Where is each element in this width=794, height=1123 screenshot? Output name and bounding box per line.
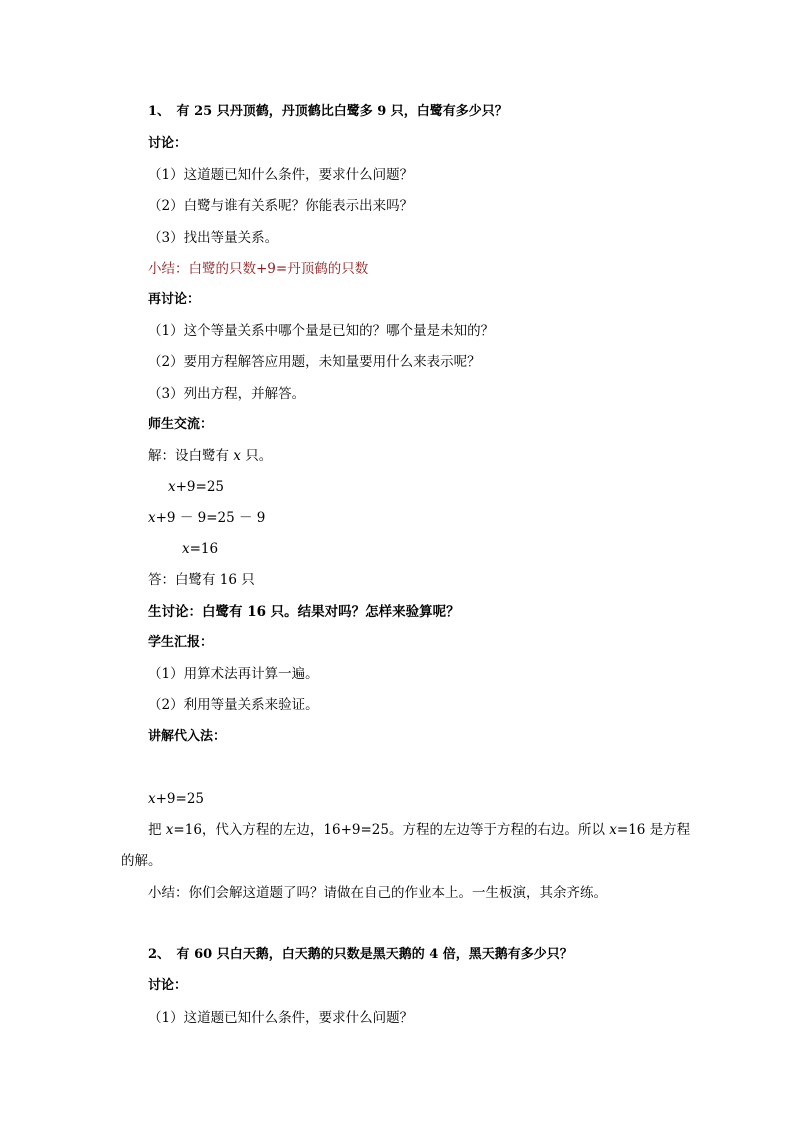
- check-p1-b: =16，代入方程的左边，16+9=25。方程的左边等于方程的右边。所以: [173, 822, 610, 838]
- question-2-discuss-item-1: （1）这道题已知什么条件，要求什么问题？: [148, 1010, 414, 1026]
- rediscuss-label: 再讨论：: [148, 292, 201, 307]
- discuss-item-3: （3）找出等量关系。: [148, 230, 279, 246]
- report-label: 学生汇报：: [148, 635, 214, 650]
- question-1-title: 1、 有 25 只丹顶鹤，丹顶鹤比白鹭多 9 只，白鹭有多少只？: [148, 104, 508, 119]
- rediscuss-item-1: （1）这个等量关系中哪个量是已知的？哪个量是未知的？: [148, 323, 495, 339]
- final-summary: 小结：你们会解这道题了吗？请做在自己的作业本上。一生板演，其余齐练。: [148, 885, 607, 901]
- equation-3-rest: =16: [189, 541, 219, 557]
- check-equation: [148, 791, 204, 807]
- rediscuss-item-2: （2）要用方程解答应用题，未知量要用什么来表示呢？: [148, 354, 481, 370]
- equation-1-rest: +9=25: [175, 479, 225, 495]
- discuss-label: 讨论：: [148, 136, 188, 151]
- substitution-label: 讲解代入法：: [148, 729, 227, 744]
- student-discuss-text: 生讨论：白鹭有 16 只。结果对吗？怎样来验算呢？: [148, 604, 460, 620]
- discuss-item-2: （2）白鹭与谁有关系呢？你能表示出来吗？: [148, 198, 414, 214]
- rediscuss-item-3: （3）列出方程，并解答。: [148, 386, 306, 402]
- student-discuss-line: [148, 604, 460, 620]
- equation-2-rest: +9 － 9=25 － 9: [155, 510, 266, 526]
- check-equation-rest: +9=25: [155, 791, 205, 807]
- report-item-1: （1）用算术法再计算一遍。: [148, 666, 319, 682]
- question-2-discuss-label: 讨论：: [148, 978, 188, 993]
- discuss-item-1: （1）这道题已知什么条件，要求什么问题？: [148, 167, 414, 183]
- equation-3-variable: x: [182, 541, 190, 557]
- summary-red: 小结：白鹭的只数+9=丹顶鹤的只数: [148, 261, 369, 277]
- solution-setup: [148, 448, 272, 464]
- answer-line: 答：白鹭有 16 只: [148, 572, 255, 588]
- check-equation-variable: x: [148, 791, 156, 807]
- check-p1-variable: x: [165, 822, 174, 838]
- check-paragraph-line-1: [148, 822, 690, 838]
- equation-1-variable: x: [168, 479, 176, 495]
- equation-step-3: [182, 541, 218, 557]
- equation-step-2: [148, 510, 265, 526]
- check-p1-a: 把: [148, 822, 166, 838]
- check-p1-variable-2: x: [609, 822, 617, 838]
- report-item-2: （2）利用等量关系来验证。: [148, 697, 319, 713]
- equation-2-variable: x: [148, 510, 156, 526]
- equation-step-1: [168, 479, 224, 495]
- question-2-title: 2、 有 60 只白天鹅，白天鹅的只数是黑天鹅的 4 倍，黑天鹅有多少只？: [148, 947, 573, 962]
- solution-prefix: 解：设白鹭有: [148, 448, 234, 464]
- exchange-label: 师生交流：: [148, 417, 214, 432]
- solution-suffix: 只。: [240, 448, 273, 464]
- check-paragraph-line-2: 的解。: [121, 853, 162, 869]
- solution-variable: x: [233, 448, 241, 464]
- check-p1-c: =16 是方程: [616, 822, 691, 838]
